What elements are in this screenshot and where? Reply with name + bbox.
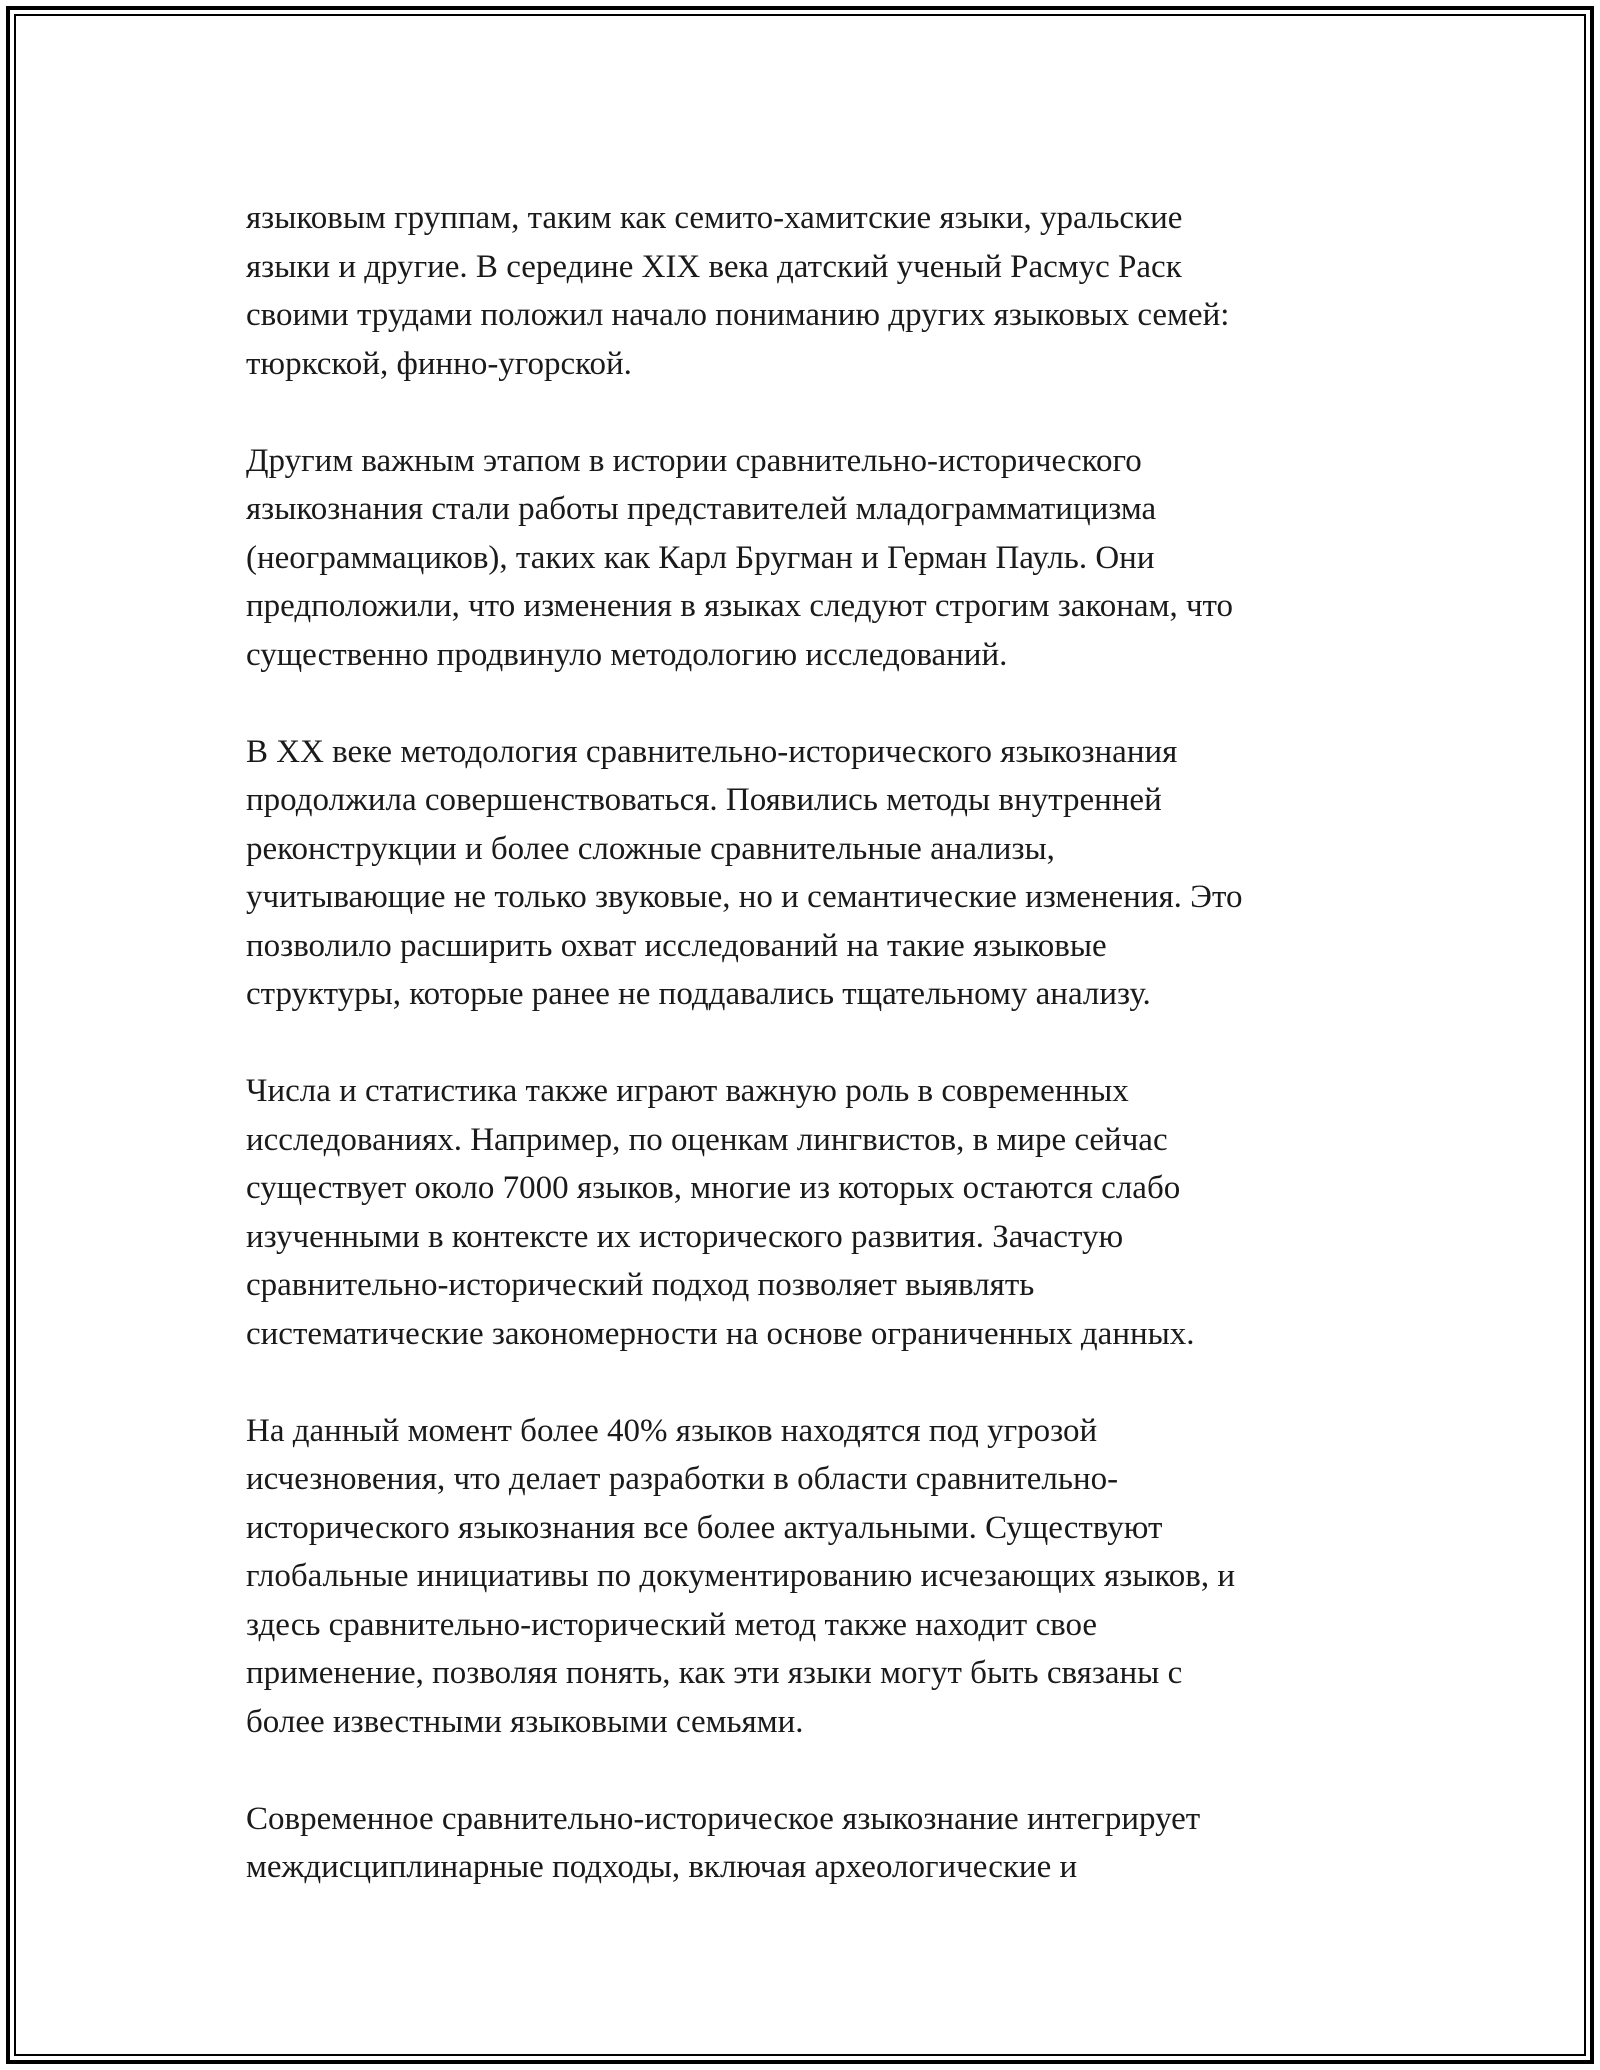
text-line: предположили, что изменения в языках следуют строгим законам, что	[246, 588, 1234, 624]
text-line: исчезновения, что делает разработки в области сравнительно-	[246, 1461, 1119, 1497]
text-line: структуры, которые ранее не поддавались тщательному анализу.	[246, 976, 1151, 1012]
paragraph-6	[246, 1795, 1376, 1892]
text-line: здесь сравнительно-исторический метод также находит свое	[246, 1606, 1097, 1643]
text-line: На данный момент более 40% языков находятся под угрозой	[246, 1412, 1098, 1449]
page-border	[6, 6, 1594, 2064]
text-line: сравнительно-исторический подход позволяет выявлять	[246, 1267, 1035, 1303]
document-body	[246, 194, 1376, 1892]
paragraph-1	[246, 194, 1376, 388]
text-line: исторического языкознания все более актуальными. Существуют	[246, 1509, 1163, 1546]
text-line: тюркской, финно-угорской.	[246, 345, 632, 382]
text-line: (неограммациков), таких как Карл Бругман и Герман Пауль. Они	[246, 539, 1155, 576]
paragraph-5	[246, 1407, 1376, 1747]
text-line: более известными языковыми семьями.	[246, 1703, 804, 1740]
text-line: существенно продвинуло методологию исследований.	[246, 636, 1008, 673]
text-line: междисциплинарные подходы, включая археологические и	[246, 1849, 1078, 1885]
text-line: В XX веке методология сравнительно-исторического языкознания	[246, 733, 1178, 770]
text-line: реконструкции и более сложные сравнительные анализы,	[246, 830, 1055, 867]
text-line: Числа и статистика также играют важную роль в современных	[246, 1073, 1129, 1109]
text-line: исследованиях. Например, по оценкам лингвистов, в мире сейчас	[246, 1121, 1168, 1158]
text-line: языковым группам, таким как семито-хамитские языки, уральские	[246, 200, 1183, 236]
paragraph-2	[246, 437, 1376, 680]
text-line: продолжила совершенствоваться. Появились методы внутренней	[246, 782, 1162, 818]
text-line: существует около 7000 языков, многие из которых остаются слабо	[246, 1170, 1181, 1206]
text-line: своими трудами положил начало пониманию других языковых семей:	[246, 297, 1230, 333]
text-line: систематические закономерности на основе ограниченных данных.	[246, 1315, 1195, 1352]
text-line: Современное сравнительно-историческое языкознание интегрирует	[246, 1800, 1201, 1837]
text-line: языки и другие. В середине XIX века датский ученый Расмус Раск	[246, 248, 1182, 285]
text-line: Другим важным этапом в истории сравнительно-исторического	[246, 442, 1142, 479]
text-line: языкознания стали работы представителей младограмматицизма	[246, 491, 1157, 527]
text-line: учитывающие не только звуковые, но и семантические изменения. Это	[246, 879, 1243, 915]
paragraph-4	[246, 1067, 1376, 1358]
paragraph-3	[246, 728, 1376, 1019]
text-line: изученными в контексте их исторического развития. Зачастую	[246, 1218, 1124, 1255]
text-line: глобальные инициативы по документированию исчезающих языков, и	[246, 1558, 1236, 1594]
text-line: применение, позволяя понять, как эти языки могут быть связаны с	[246, 1655, 1183, 1691]
text-line: позволило расширить охват исследований на такие языковые	[246, 927, 1107, 964]
